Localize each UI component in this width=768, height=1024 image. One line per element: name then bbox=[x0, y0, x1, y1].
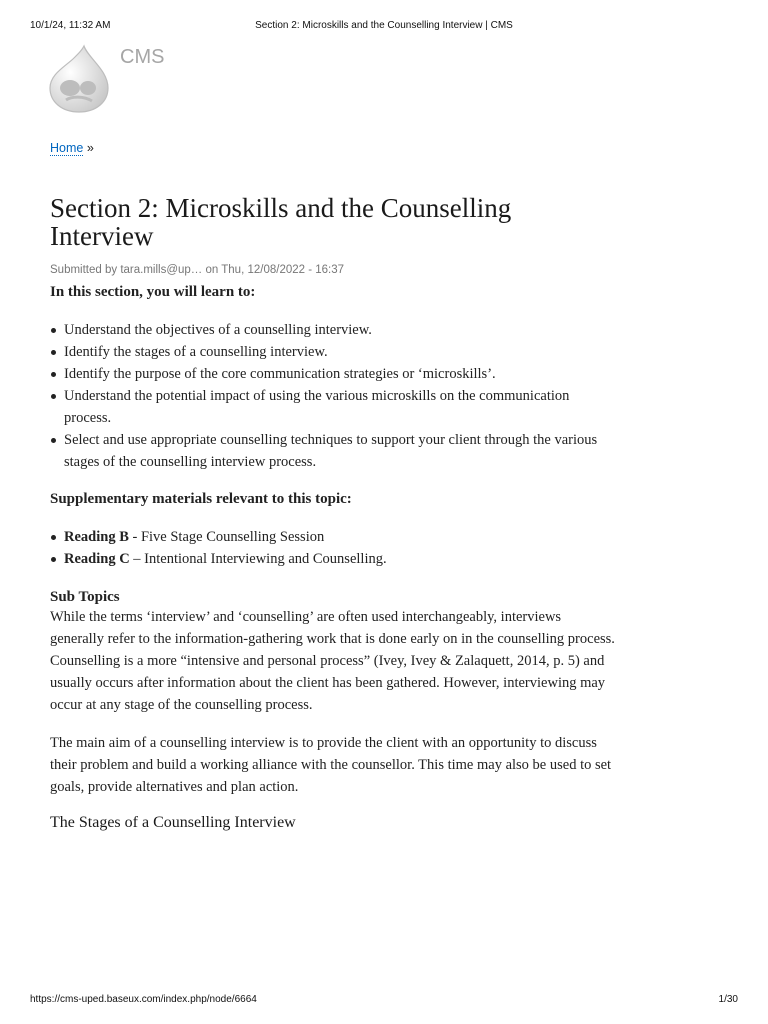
list-item: Identify the stages of a counselling interview. bbox=[64, 341, 618, 363]
page-title: Section 2: Microskills and the Counselling Interview bbox=[50, 193, 512, 251]
objectives-list bbox=[50, 319, 618, 473]
section-subheading: The Stages of a Counselling Interview bbox=[50, 814, 296, 831]
supplementary-heading: Supplementary materials relevant to this topic: bbox=[50, 491, 352, 507]
readings-list bbox=[50, 526, 618, 570]
article bbox=[50, 194, 618, 832]
print-page-number: 1/30 bbox=[718, 994, 738, 1005]
list-item bbox=[64, 526, 618, 548]
submitted-info: Submitted by tara.mills@up… on Thu, 12/08/2022 - 16:37 bbox=[50, 264, 345, 276]
breadcrumb bbox=[50, 141, 94, 155]
list-item bbox=[64, 548, 618, 570]
paragraph: While the terms ‘interview’ and ‘counselling’ are often used interchangeably, interviews generally refer to the information-gathering work that is done early on in the counselling process. Counselling is a more “intensive and personal process” (Ivey, Ivey & Zalaquett, 2014, p. 5) and usually occurs after information about the client has been gathered. However, interviewing may occur at any stage of the counselling process. bbox=[50, 609, 615, 713]
site-name[interactable]: CMS bbox=[120, 46, 165, 68]
paragraph: The main aim of a counselling interview is to provide the client with an opportunity to discuss their problem and build a working alliance with the counsellor. This time may also be used to set goals, provide alternatives and plan action. bbox=[50, 735, 612, 795]
reading-label: Reading C bbox=[64, 551, 130, 567]
list-item: Understand the objectives of a counselling interview. bbox=[64, 319, 618, 341]
list-item: Select and use appropriate counselling techniques to support your client through the various stages of the counselling interview process. bbox=[64, 429, 618, 473]
reading-text: – Intentional Interviewing and Counselling. bbox=[129, 551, 387, 567]
section-lead: In this section, you will learn to: bbox=[50, 284, 256, 300]
print-url: https://cms-uped.baseux.com/index.php/node/6664 bbox=[30, 994, 257, 1005]
drupal-drop-icon[interactable] bbox=[48, 44, 110, 114]
list-item: Identify the purpose of the core communication strategies or ‘microskills’. bbox=[64, 363, 618, 385]
breadcrumb-home-link[interactable]: Home bbox=[50, 141, 84, 155]
print-page-title: Section 2: Microskills and the Counselling Interview | CMS bbox=[255, 20, 513, 31]
reading-text: - Five Stage Counselling Session bbox=[128, 529, 325, 545]
list-item: Understand the potential impact of using the various microskills on the communication process. bbox=[64, 385, 618, 429]
breadcrumb-separator: » bbox=[86, 141, 94, 155]
reading-label: Reading B bbox=[64, 529, 129, 545]
subtopics-heading: Sub Topics bbox=[50, 589, 120, 605]
print-datetime: 10/1/24, 11:32 AM bbox=[30, 20, 111, 31]
